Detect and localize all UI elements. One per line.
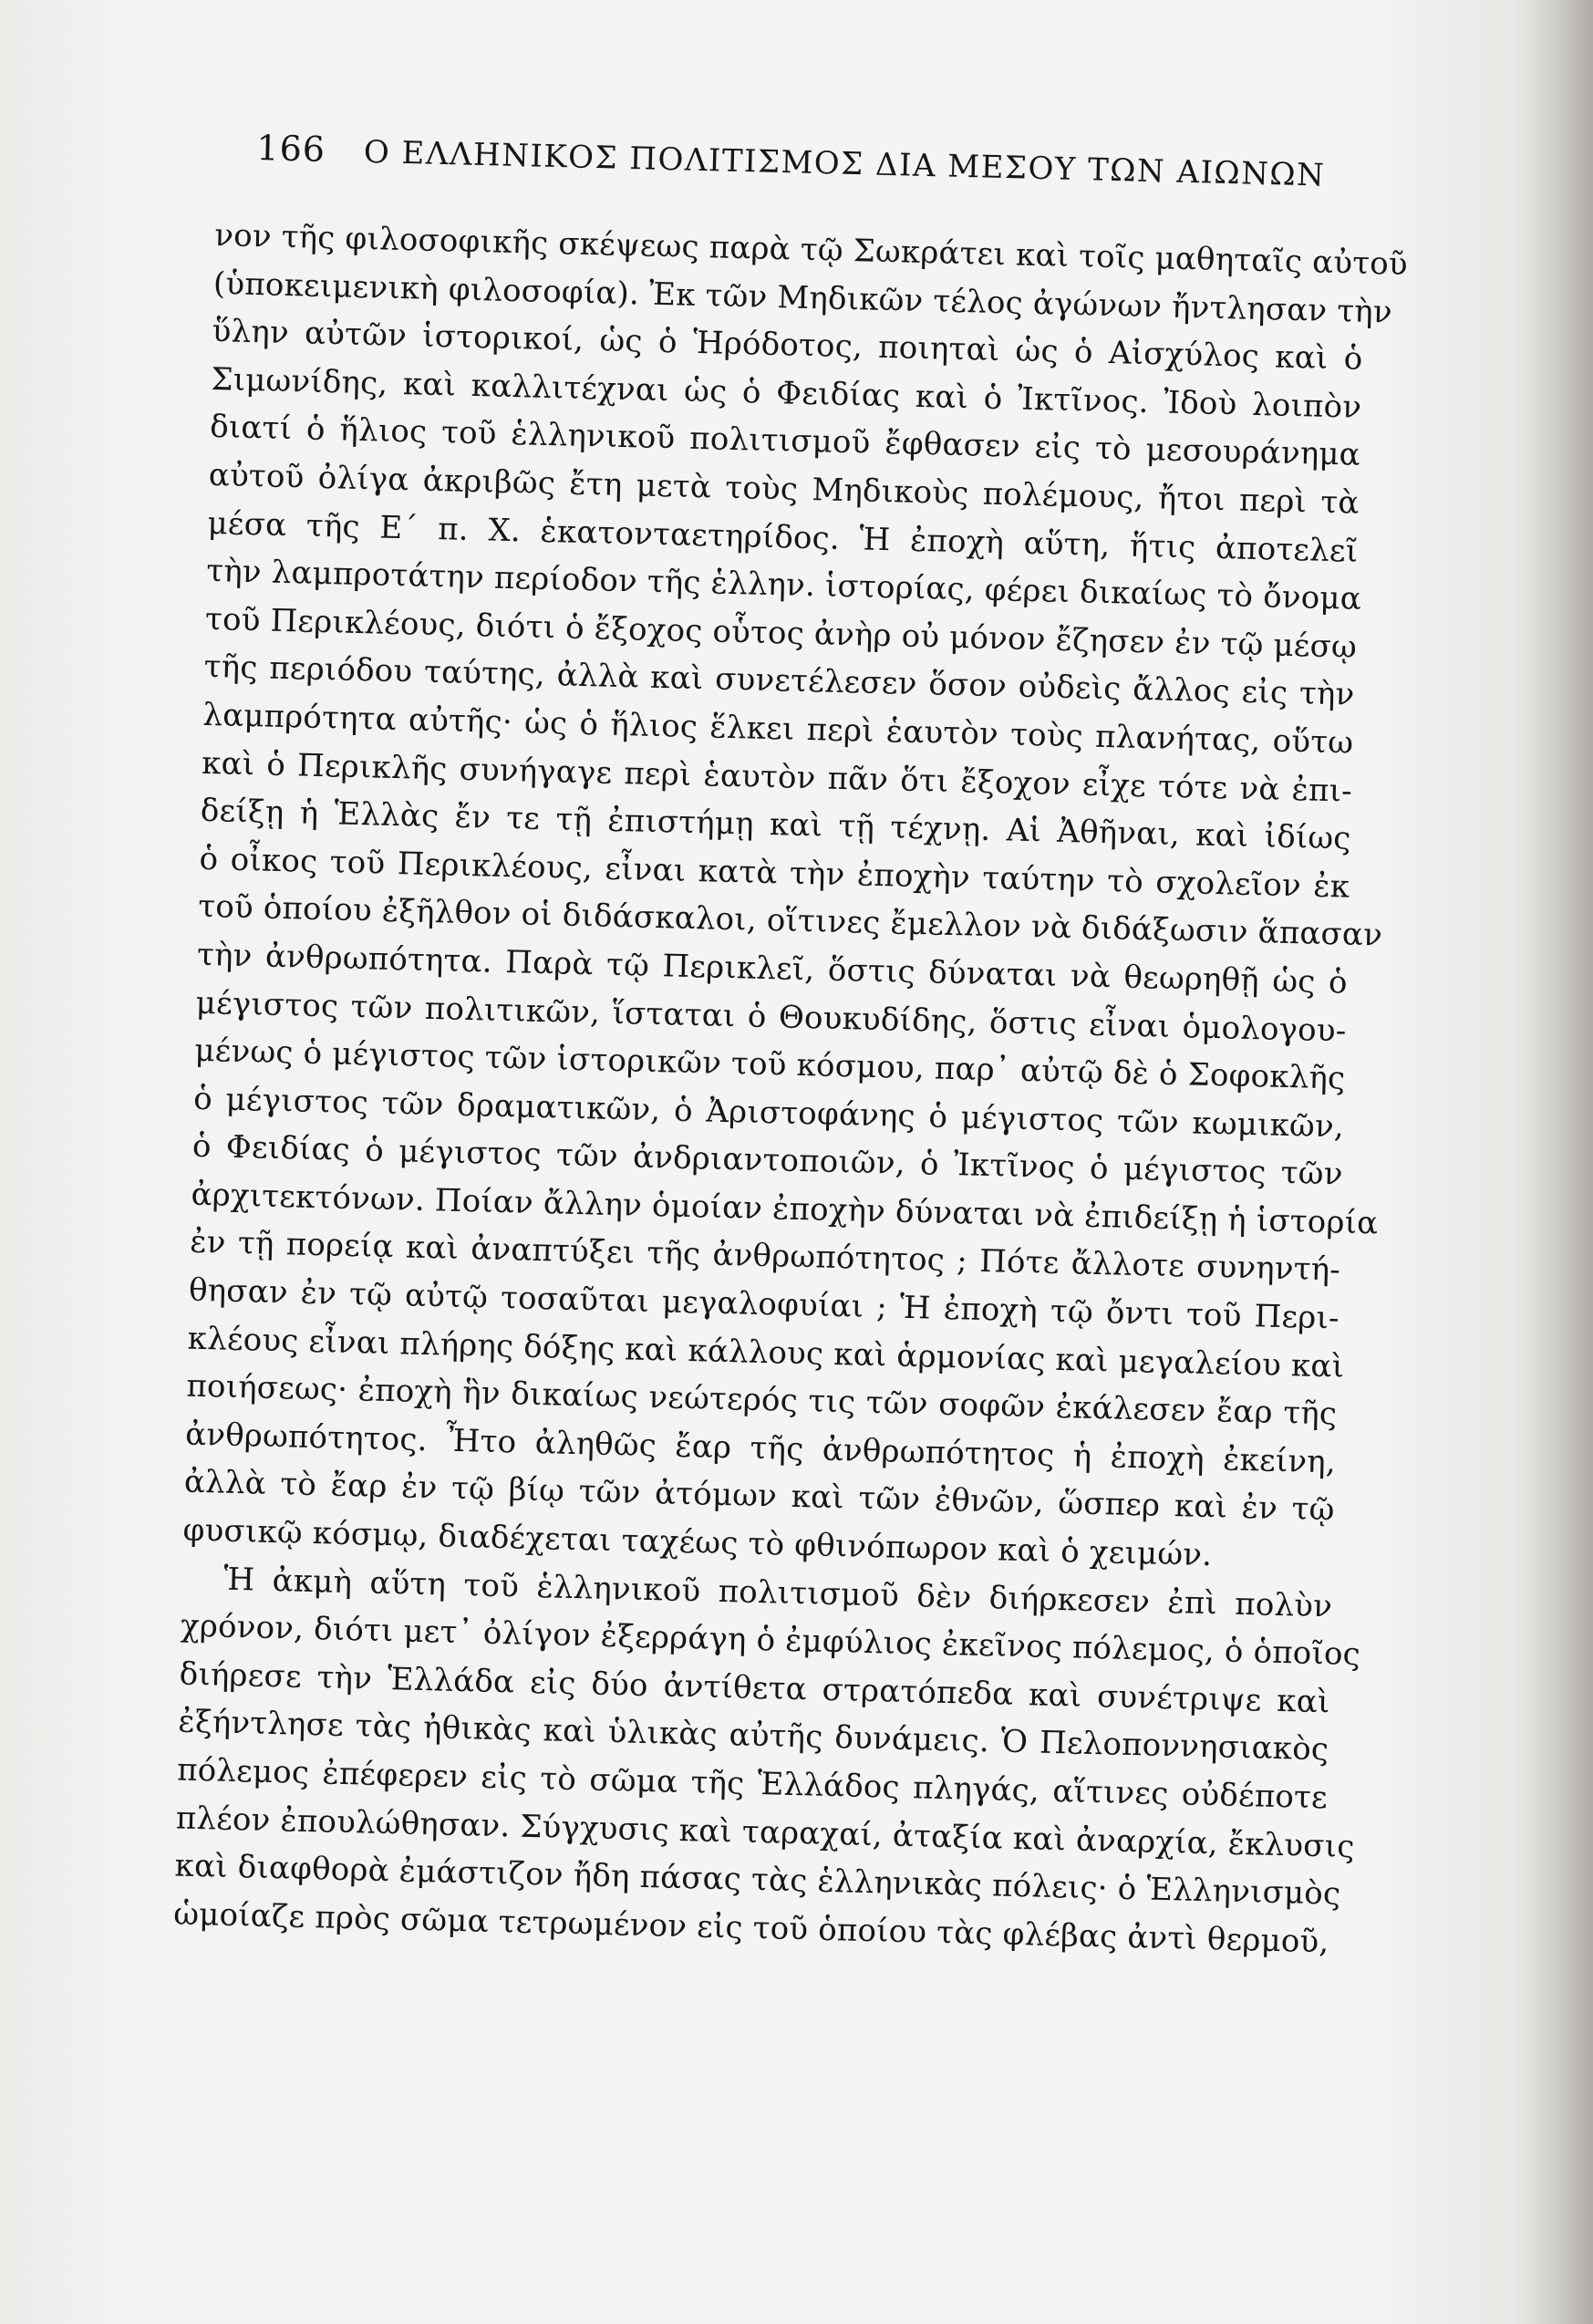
text-line: κλέους εἶναι πλήρης δόξης καὶ κάλλους καὶ ἁρμονίας καὶ μεγαλείου καὶ xyxy=(187,1320,1345,1385)
text-line: τὴν ἀνθρωπότητα. Παρὰ τῷ Περικλεῖ, ὅστις δύναται νὰ θεωρηθῇ ὡς ὁ xyxy=(196,936,1349,1001)
text-line: φυσικῷ κόσμῳ, διαδέχεται ταχέως τὸ φθινόπωρον καὶ ὁ χειμών. xyxy=(182,1511,1213,1574)
page-header xyxy=(255,128,1326,218)
text-line: καὶ ὁ Περικλῆς συνήγαγε περὶ ἑαυτὸν πᾶν ὅτι ἔξοχον εἶχε τότε νὰ ἐπι- xyxy=(201,744,1353,810)
binding-shadow xyxy=(1520,0,1593,2324)
text-line: τὴν λαμπροτάτην περίοδον τῆς ἑλλην. ἱστορίας, φέρει δικαίως τὸ ὄνομα xyxy=(205,553,1362,617)
text-line: αὐτοῦ ὀλίγα ἀκριβῶς ἔτη μετὰ τοὺς Μηδικοὺς πολέμους, ἤτοι περὶ τὰ xyxy=(208,456,1360,522)
text-line: ὕλην αὐτῶν ἱστορικοί, ὡς ὁ Ἡρόδοτος, ποιηταὶ ὡς ὁ Αἰσχύλος καὶ ὁ xyxy=(212,313,1363,378)
text-line: καὶ διαφθορὰ ἐμάστιζον ἤδη πάσας τὰς ἑλληνικὰς πόλεις· ὁ Ἑλληνισμὸς xyxy=(174,1847,1341,1913)
text-line: λαμπρότητα αὐτῆς· ὡς ὁ ἥλιος ἕλκει περὶ ἑαυτὸν τοὺς πλανήτας, οὕτω xyxy=(202,696,1354,762)
text-line: νον τῆς φιλοσοφικῆς σκέψεως παρὰ τῷ Σωκράτει καὶ τοῖς μαθηταῖς αὐτοῦ xyxy=(213,216,1409,283)
text-line: πόλεμος ἐπέφερεν εἰς τὸ σῶμα τῆς Ἑλλάδος πληγάς, αἵτινες οὐδέποτε xyxy=(176,1751,1329,1817)
text-line: χρόνον, διότι μετ᾽ ὀλίγον ἐξερράγη ὁ ἐμφύλιος ἐκεῖνος πόλεμος, ὁ ὁποῖος xyxy=(180,1607,1361,1674)
text-line: Σιμωνίδης, καὶ καλλιτέχναι ὡς ὁ Φειδίας καὶ ὁ Ἰκτῖνος. Ἰδοὺ λοιπὸν xyxy=(211,360,1362,426)
text-line: τοῦ Περικλέους, διότι ὁ ἔξοχος οὗτος ἀνὴρ οὐ μόνον ἔζησεν ἐν τῷ μέσῳ xyxy=(204,600,1358,666)
body-text xyxy=(172,212,1409,1966)
text-line: τοῦ ὁποίου ἐξῆλθον οἱ διδάσκαλοι, οἵτινες ἔμελλον νὰ διδάξωσιν ἅπασαν xyxy=(197,888,1383,954)
running-title: Ο ΕΛΛΗΝΙΚΟΣ ΠΟΛΙΤΙΣΜΟΣ ΔΙΑ ΜΕΣΟΥ ΤΩΝ ΑΙΩΝΩΝ xyxy=(363,133,1326,194)
text-line: θησαν ἐν τῷ αὐτῷ τοσαῦται μεγαλοφυίαι ; Ἡ ἐποχὴ τῷ ὄντι τοῦ Περι- xyxy=(188,1271,1340,1337)
text-line: ὁ μέγιστος τῶν δραματικῶν, ὁ Ἀριστοφάνης ὁ μέγιστος τῶν κωμικῶν, xyxy=(192,1080,1345,1146)
text-line: ἀλλὰ τὸ ἔαρ ἐν τῷ βίῳ τῶν ἀτόμων καὶ τῶν ἐθνῶν, ὥσπερ καὶ ἐν τῷ xyxy=(183,1464,1336,1529)
text-line: ἀρχιτεκτόνων. Ποίαν ἄλλην ὁμοίαν ἐποχὴν δύναται νὰ ἐπιδείξῃ ἡ ἱστορία xyxy=(191,1176,1379,1242)
text-line: διατί ὁ ἥλιος τοῦ ἑλληνικοῦ πολιτισμοῦ ἔφθασεν εἰς τὸ μεσουράνημα xyxy=(209,409,1361,474)
text-line: τῆς περιόδου ταύτης, ἀλλὰ καὶ συνετέλεσεν ὅσον οὐδεὶς ἄλλος εἰς τὴν xyxy=(203,648,1355,714)
text-line: ὁ Φειδίας ὁ μέγιστος τῶν ἀνδριαντοποιῶν, ὁ Ἰκτῖνος ὁ μέγιστος τῶν xyxy=(191,1127,1344,1193)
text-line: μέσα τῆς Ε΄ π. Χ. ἑκατονταετηρίδος. Ἡ ἐποχὴ αὕτη, ἥτις ἀποτελεῖ xyxy=(207,504,1359,570)
text-line: πλέον ἐπουλώθησαν. Σύγχυσις καὶ ταραχαί, ἀταξία καὶ ἀναρχία, ἔκλυσις xyxy=(175,1800,1355,1865)
text-line: ἀνθρωπότητος. Ἦτο ἀληθῶς ἔαρ τῆς ἀνθρωπότητος ἡ ἐποχὴ ἐκείνη, xyxy=(184,1416,1337,1481)
text-line: ἐν τῇ πορείᾳ καὶ ἀναπτύξει τῆς ἀνθρωπότητος ; Πότε ἄλλοτε συνηντή- xyxy=(189,1224,1341,1289)
page-number: 166 xyxy=(255,128,326,170)
text-line: μέγιστος τῶν πολιτικῶν, ἵσταται ὁ Θουκυδίδης, ὅστις εἶναι ὁμολογου- xyxy=(195,984,1347,1050)
text-line: ἐξήντλησε τὰς ἠθικὰς καὶ ὑλικὰς αὐτῆς δυνάμεις. Ὁ Πελοποννησιακὸς xyxy=(178,1703,1329,1769)
text-line: μένως ὁ μέγιστος τῶν ἱστορικῶν τοῦ κόσμου, παρ᾽ αὐτῷ δὲ ὁ Σοφοκλῆς xyxy=(194,1032,1346,1097)
text-line: ὡμοίαζε πρὸς σῶμα τετρωμένον εἰς τοῦ ὁποίου τὰς φλέβας ἀντὶ θερμοῦ, xyxy=(172,1895,1329,1961)
text-line: ποιήσεως· ἐποχὴ ἣν δικαίως νεώτερός τις τῶν σοφῶν ἐκάλεσεν ἔαρ τῆς xyxy=(186,1367,1338,1433)
text-line: (ὑποκειμενικὴ φιλοσοφία). Ἐκ τῶν Μηδικῶν τέλος ἀγώνων ἤντλησαν τὴν xyxy=(212,265,1393,331)
text-line: δείξῃ ἡ Ἑλλὰς ἔν τε τῇ ἐπιστήμῃ καὶ τῇ τέχνῃ. Αἱ Ἀθῆναι, καὶ ἰδίως xyxy=(200,792,1352,857)
text-line: Ἡ ἀκμὴ αὕτη τοῦ ἑλληνικοῦ πολιτισμοῦ δὲν διήρκεσεν ἐπὶ πολὺν xyxy=(222,1561,1333,1625)
text-line: διήρεσε τὴν Ἑλλάδα εἰς δύο ἀντίθετα στρατόπεδα καὶ συνέτριψε καὶ xyxy=(179,1655,1330,1721)
text-line: ὁ οἶκος τοῦ Περικλέους, εἶναι κατὰ τὴν ἐποχὴν ταύτην τὸ σχολεῖον ἐκ xyxy=(199,840,1350,906)
